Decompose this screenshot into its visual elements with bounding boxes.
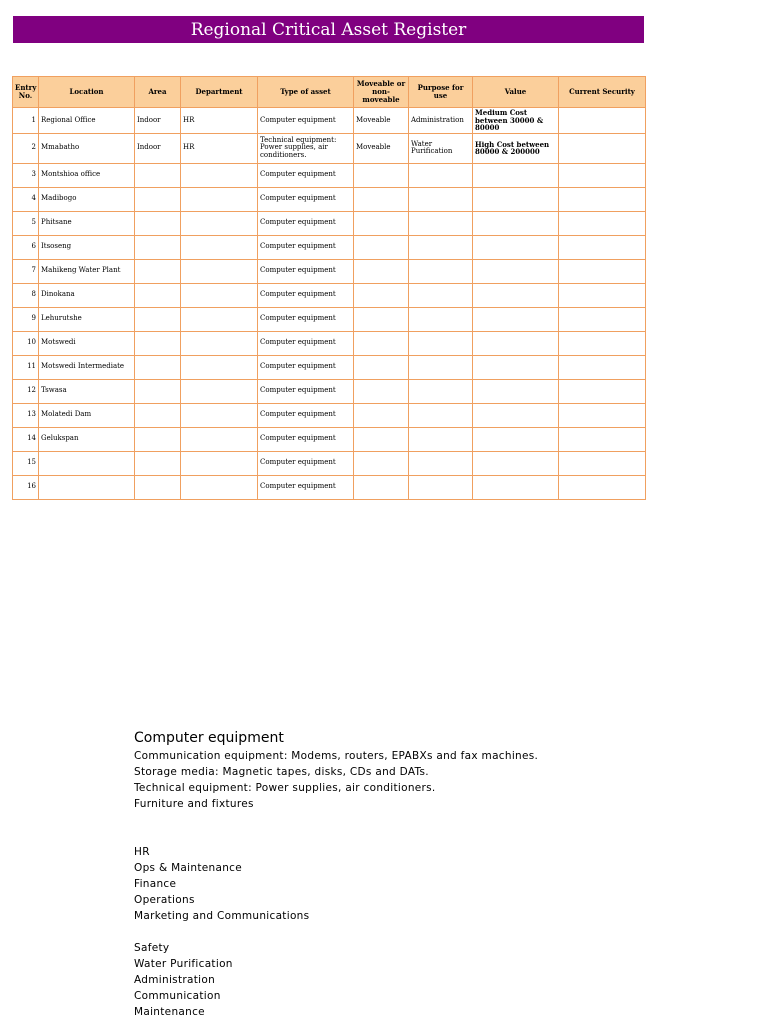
cell-type-of-asset: Computer equipment xyxy=(258,235,354,259)
cell-current-security xyxy=(559,283,646,307)
cell-location: Dinokana xyxy=(39,283,135,307)
cell-area xyxy=(135,355,181,379)
cell-purpose xyxy=(409,427,473,451)
cell-department xyxy=(181,331,258,355)
cell-department: HR xyxy=(181,133,258,163)
cell-area xyxy=(135,187,181,211)
header-area: Area xyxy=(135,77,181,108)
cell-moveable xyxy=(354,163,409,187)
cell-value xyxy=(473,427,559,451)
cell-moveable xyxy=(354,235,409,259)
cell-purpose: Water Purification xyxy=(409,133,473,163)
cell-purpose xyxy=(409,163,473,187)
cell-area xyxy=(135,283,181,307)
list-item: HR xyxy=(134,846,150,858)
table-row xyxy=(13,355,646,379)
cell-location: Motswedi Intermediate xyxy=(39,355,135,379)
cell-type-of-asset: Computer equipment xyxy=(258,355,354,379)
cell-location: Mahikeng Water Plant xyxy=(39,259,135,283)
table-row xyxy=(13,331,646,355)
cell-area: Indoor xyxy=(135,133,181,163)
cell-moveable xyxy=(354,307,409,331)
cell-entry-no: 13 xyxy=(13,403,39,427)
list-item: Marketing and Communications xyxy=(134,910,310,922)
page-title: Regional Critical Asset Register xyxy=(13,16,644,43)
list-item: Furniture and fixtures xyxy=(134,798,254,810)
cell-department xyxy=(181,355,258,379)
cell-type-of-asset: Computer equipment xyxy=(258,108,354,134)
cell-value xyxy=(473,259,559,283)
header-location: Location xyxy=(39,77,135,108)
cell-value xyxy=(473,283,559,307)
list-item: Operations xyxy=(134,894,195,906)
cell-type-of-asset: Technical equipment: Power supplies, air conditioners. xyxy=(258,133,354,163)
list-item: Ops & Maintenance xyxy=(134,862,242,874)
list-item: Storage media: Magnetic tapes, disks, CDs and DATs. xyxy=(134,766,429,778)
list-item: Maintenance xyxy=(134,1006,205,1018)
cell-moveable xyxy=(354,427,409,451)
cell-current-security xyxy=(559,355,646,379)
list-item: Technical equipment: Power supplies, air conditioners. xyxy=(134,782,436,794)
cell-purpose xyxy=(409,355,473,379)
cell-entry-no: 14 xyxy=(13,427,39,451)
list-item: Finance xyxy=(134,878,177,890)
cell-current-security xyxy=(559,307,646,331)
cell-moveable: Moveable xyxy=(354,133,409,163)
cell-current-security xyxy=(559,403,646,427)
table-row xyxy=(13,283,646,307)
cell-entry-no: 2 xyxy=(13,133,39,163)
asset-types-title: Computer equipment xyxy=(134,730,284,746)
cell-location: Gelukspan xyxy=(39,427,135,451)
cell-moveable xyxy=(354,403,409,427)
header-moveable: Moveable or non-moveable xyxy=(354,77,409,108)
table-row xyxy=(13,451,646,475)
cell-value: High Cost between 80000 & 200000 xyxy=(473,133,559,163)
cell-area xyxy=(135,475,181,499)
table-row xyxy=(13,475,646,499)
cell-department xyxy=(181,187,258,211)
cell-current-security xyxy=(559,187,646,211)
table-header-row xyxy=(13,77,646,108)
cell-current-security xyxy=(559,235,646,259)
table-row xyxy=(13,108,646,134)
cell-location: Mmabatho xyxy=(39,133,135,163)
cell-type-of-asset: Computer equipment xyxy=(258,379,354,403)
list-item: Communication equipment: Modems, routers, EPABXs and fax machines. xyxy=(134,750,539,762)
cell-value xyxy=(473,355,559,379)
cell-entry-no: 11 xyxy=(13,355,39,379)
cell-moveable xyxy=(354,355,409,379)
cell-current-security xyxy=(559,427,646,451)
cell-value xyxy=(473,379,559,403)
cell-purpose: Administration xyxy=(409,108,473,134)
header-current-security: Current Security xyxy=(559,77,646,108)
cell-location: Lehurutshe xyxy=(39,307,135,331)
cell-value xyxy=(473,307,559,331)
cell-current-security xyxy=(559,163,646,187)
cell-location: Montshioa office xyxy=(39,163,135,187)
cell-current-security xyxy=(559,133,646,163)
cell-current-security xyxy=(559,379,646,403)
cell-purpose xyxy=(409,235,473,259)
cell-moveable xyxy=(354,187,409,211)
cell-department xyxy=(181,427,258,451)
cell-type-of-asset: Computer equipment xyxy=(258,307,354,331)
cell-purpose xyxy=(409,283,473,307)
cell-area xyxy=(135,211,181,235)
cell-department xyxy=(181,403,258,427)
cell-value xyxy=(473,331,559,355)
cell-type-of-asset: Computer equipment xyxy=(258,259,354,283)
cell-location: Phitsane xyxy=(39,211,135,235)
cell-purpose xyxy=(409,403,473,427)
cell-entry-no: 15 xyxy=(13,451,39,475)
cell-current-security xyxy=(559,259,646,283)
cell-purpose xyxy=(409,187,473,211)
cell-department xyxy=(181,259,258,283)
departments-list xyxy=(134,844,538,924)
table-row xyxy=(13,187,646,211)
cell-entry-no: 1 xyxy=(13,108,39,134)
cell-purpose xyxy=(409,379,473,403)
cell-current-security xyxy=(559,475,646,499)
cell-department xyxy=(181,475,258,499)
cell-location: Regional Office xyxy=(39,108,135,134)
cell-entry-no: 8 xyxy=(13,283,39,307)
list-item: Administration xyxy=(134,974,216,986)
cell-type-of-asset: Computer equipment xyxy=(258,475,354,499)
list-item: Safety xyxy=(134,942,170,954)
cell-type-of-asset: Computer equipment xyxy=(258,211,354,235)
cell-entry-no: 3 xyxy=(13,163,39,187)
table-row xyxy=(13,379,646,403)
cell-location: Tswasa xyxy=(39,379,135,403)
cell-type-of-asset: Computer equipment xyxy=(258,331,354,355)
cell-type-of-asset: Computer equipment xyxy=(258,451,354,475)
cell-entry-no: 10 xyxy=(13,331,39,355)
cell-department: HR xyxy=(181,108,258,134)
cell-type-of-asset: Computer equipment xyxy=(258,427,354,451)
cell-entry-no: 4 xyxy=(13,187,39,211)
cell-area xyxy=(135,427,181,451)
cell-moveable xyxy=(354,331,409,355)
cell-moveable: Moveable xyxy=(354,108,409,134)
purposes-list xyxy=(134,940,538,1020)
cell-value xyxy=(473,163,559,187)
cell-location: Madibogo xyxy=(39,187,135,211)
cell-purpose xyxy=(409,259,473,283)
cell-location: Itsoseng xyxy=(39,235,135,259)
cell-department xyxy=(181,163,258,187)
header-purpose: Purpose for use xyxy=(409,77,473,108)
cell-type-of-asset: Computer equipment xyxy=(258,403,354,427)
cell-purpose xyxy=(409,451,473,475)
cell-purpose xyxy=(409,211,473,235)
list-item: Water Purification xyxy=(134,958,233,970)
cell-entry-no: 6 xyxy=(13,235,39,259)
cell-department xyxy=(181,451,258,475)
cell-value xyxy=(473,187,559,211)
cell-area xyxy=(135,259,181,283)
cell-moveable xyxy=(354,283,409,307)
cell-location: Motswedi xyxy=(39,331,135,355)
cell-value xyxy=(473,403,559,427)
cell-area xyxy=(135,451,181,475)
cell-moveable xyxy=(354,451,409,475)
asset-register-table xyxy=(12,76,646,500)
cell-location: Molatedi Dam xyxy=(39,403,135,427)
cell-entry-no: 5 xyxy=(13,211,39,235)
cell-current-security xyxy=(559,108,646,134)
cell-area xyxy=(135,307,181,331)
cell-location xyxy=(39,475,135,499)
cell-entry-no: 16 xyxy=(13,475,39,499)
cell-value xyxy=(473,475,559,499)
cell-current-security xyxy=(559,211,646,235)
cell-department xyxy=(181,379,258,403)
cell-moveable xyxy=(354,379,409,403)
cell-purpose xyxy=(409,307,473,331)
header-entry-no: Entry No. xyxy=(13,77,39,108)
header-type-of-asset: Type of asset xyxy=(258,77,354,108)
table-row xyxy=(13,211,646,235)
cell-department xyxy=(181,211,258,235)
table-row xyxy=(13,307,646,331)
cell-entry-no: 12 xyxy=(13,379,39,403)
cell-location xyxy=(39,451,135,475)
table-row xyxy=(13,427,646,451)
cell-area xyxy=(135,235,181,259)
table-row xyxy=(13,133,646,163)
cell-department xyxy=(181,235,258,259)
cell-department xyxy=(181,283,258,307)
cell-type-of-asset: Computer equipment xyxy=(258,283,354,307)
cell-value xyxy=(473,451,559,475)
cell-entry-no: 9 xyxy=(13,307,39,331)
cell-value xyxy=(473,211,559,235)
cell-department xyxy=(181,307,258,331)
reference-lists xyxy=(134,730,538,1020)
cell-area xyxy=(135,331,181,355)
cell-type-of-asset: Computer equipment xyxy=(258,187,354,211)
cell-purpose xyxy=(409,331,473,355)
cell-value xyxy=(473,235,559,259)
cell-area xyxy=(135,163,181,187)
cell-purpose xyxy=(409,475,473,499)
cell-area xyxy=(135,403,181,427)
cell-value: Medium Cost between 30000 & 80000 xyxy=(473,108,559,134)
cell-type-of-asset: Computer equipment xyxy=(258,163,354,187)
cell-area: Indoor xyxy=(135,108,181,134)
header-department: Department xyxy=(181,77,258,108)
list-item: Communication xyxy=(134,990,221,1002)
table-row xyxy=(13,163,646,187)
cell-moveable xyxy=(354,259,409,283)
table-row xyxy=(13,259,646,283)
table-row xyxy=(13,403,646,427)
cell-entry-no: 7 xyxy=(13,259,39,283)
cell-current-security xyxy=(559,331,646,355)
asset-types-list xyxy=(134,748,538,812)
cell-moveable xyxy=(354,475,409,499)
header-value: Value xyxy=(473,77,559,108)
cell-moveable xyxy=(354,211,409,235)
cell-current-security xyxy=(559,451,646,475)
cell-area xyxy=(135,379,181,403)
table-row xyxy=(13,235,646,259)
